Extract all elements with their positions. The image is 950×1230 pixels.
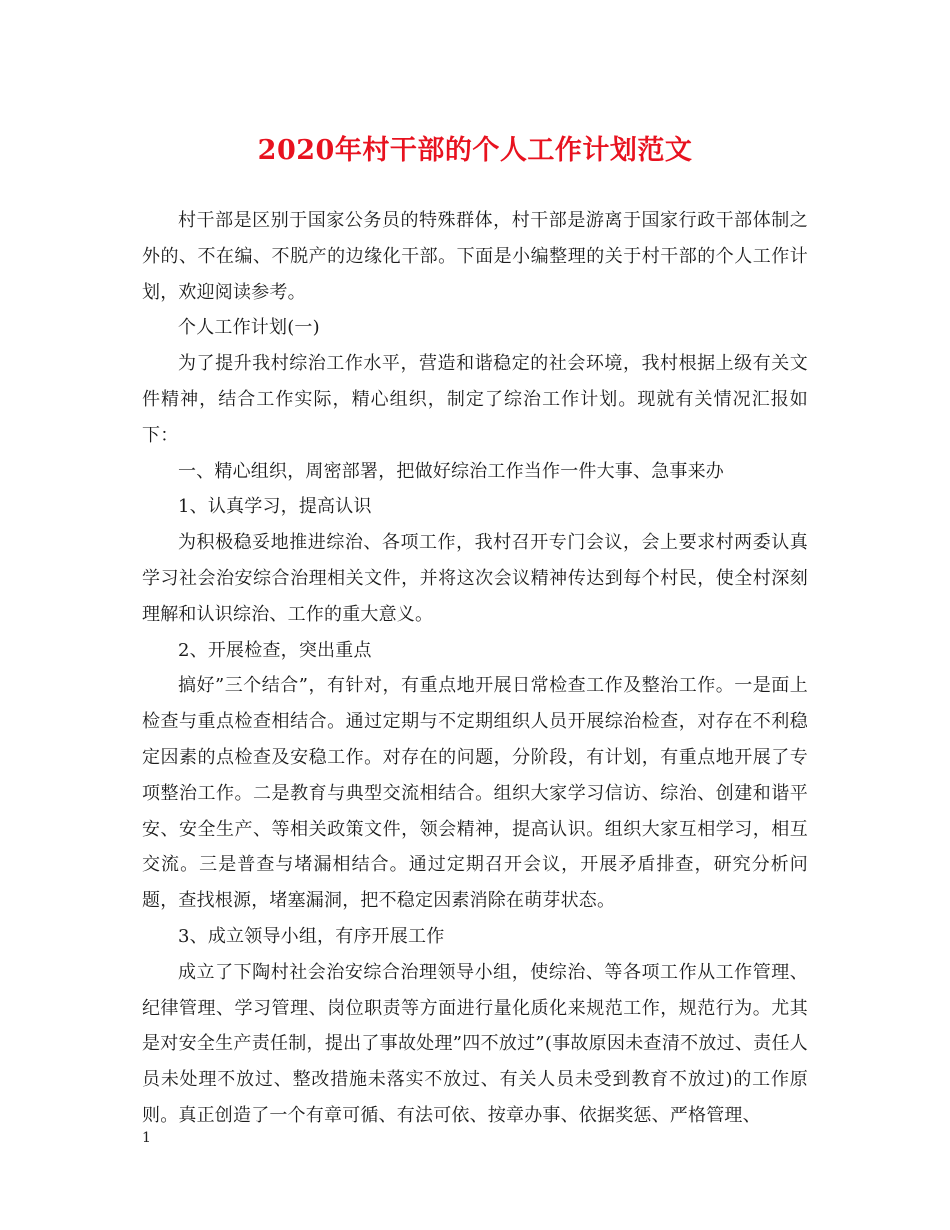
page-number: 1 — [142, 1130, 151, 1146]
paragraph-study: 为积极稳妥地推进综治、各项工作，我村召开专门会议，会上要求村两委认真学习社会治安综合治理相关文件，并将这次会议精神传达到每个村民，使全村深刻理解和认识综治、工作的重大意义。 — [142, 532, 808, 625]
subheading-leadership-group: 3、成立领导小组，有序开展工作 — [178, 925, 445, 947]
subheading-study: 1、认真学习，提高认识 — [178, 496, 372, 518]
section-heading-part-one: 一、精心组织，周密部署，把做好综治工作当作一件大事、急事来办 — [178, 460, 724, 482]
paragraph-inspection: 搞好”三个结合”，有针对，有重点地开展日常检查工作及整治工作。一是面上检查与重点检查相结合。通过定期与不定期组织人员开展综治检查，对存在不利稳定因素的点检查及安稳工作。对存在的问题，分阶段，有计划，有重点地开展了专项整治工作。二是教育与典型交流相结合。组织大家学习信访、综治、创建和谐平安、安全生产、等相关政策文件，领会精神，提高认识。组织大家互相学习，相互交流。三是普查与堵漏相结合。通过定期召开会议，开展矛盾排查，研究分析问题，查找根源，堵塞漏洞，把不稳定因素消除在萌芽状态。 — [142, 675, 808, 912]
document-title: 2020年村干部的个人工作计划范文 — [257, 135, 693, 166]
paragraph-intro: 村干部是区别于国家公务员的特殊群体，村干部是游离于国家行政干部体制之外的、不在编、不脱产的边缘化干部。下面是小编整理的关于村干部的个人工作计划，欢迎阅读参考。 — [142, 210, 808, 303]
subheading-inspection: 2、开展检查，突出重点 — [178, 639, 372, 661]
paragraph-leadership-group: 成立了下陶村社会治安综合治理领导小组，使综治、等各项工作从工作管理、纪律管理、学习管理、岗位职责等方面进行量化质化来规范工作，规范行为。尤其是对安全生产责任制，提出了事故处理”四不放过”(事故原因未查清不放过、责任人员未处理不放过、整改措施未落实不放过、有关人员未受到教育不放过)的工作原则。真正创造了一个有章可循、有法可依、按章办事、依据奖惩、严格管理、 — [142, 961, 808, 1126]
paragraph-overview: 为了提升我村综治工作水平，营造和谐稳定的社会环境，我村根据上级有关文件精神，结合工作实际，精心组织，制定了综治工作计划。现就有关情况汇报如下： — [142, 353, 808, 446]
document-body — [142, 203, 808, 1134]
section-heading-plan-one: 个人工作计划(一) — [178, 317, 320, 339]
